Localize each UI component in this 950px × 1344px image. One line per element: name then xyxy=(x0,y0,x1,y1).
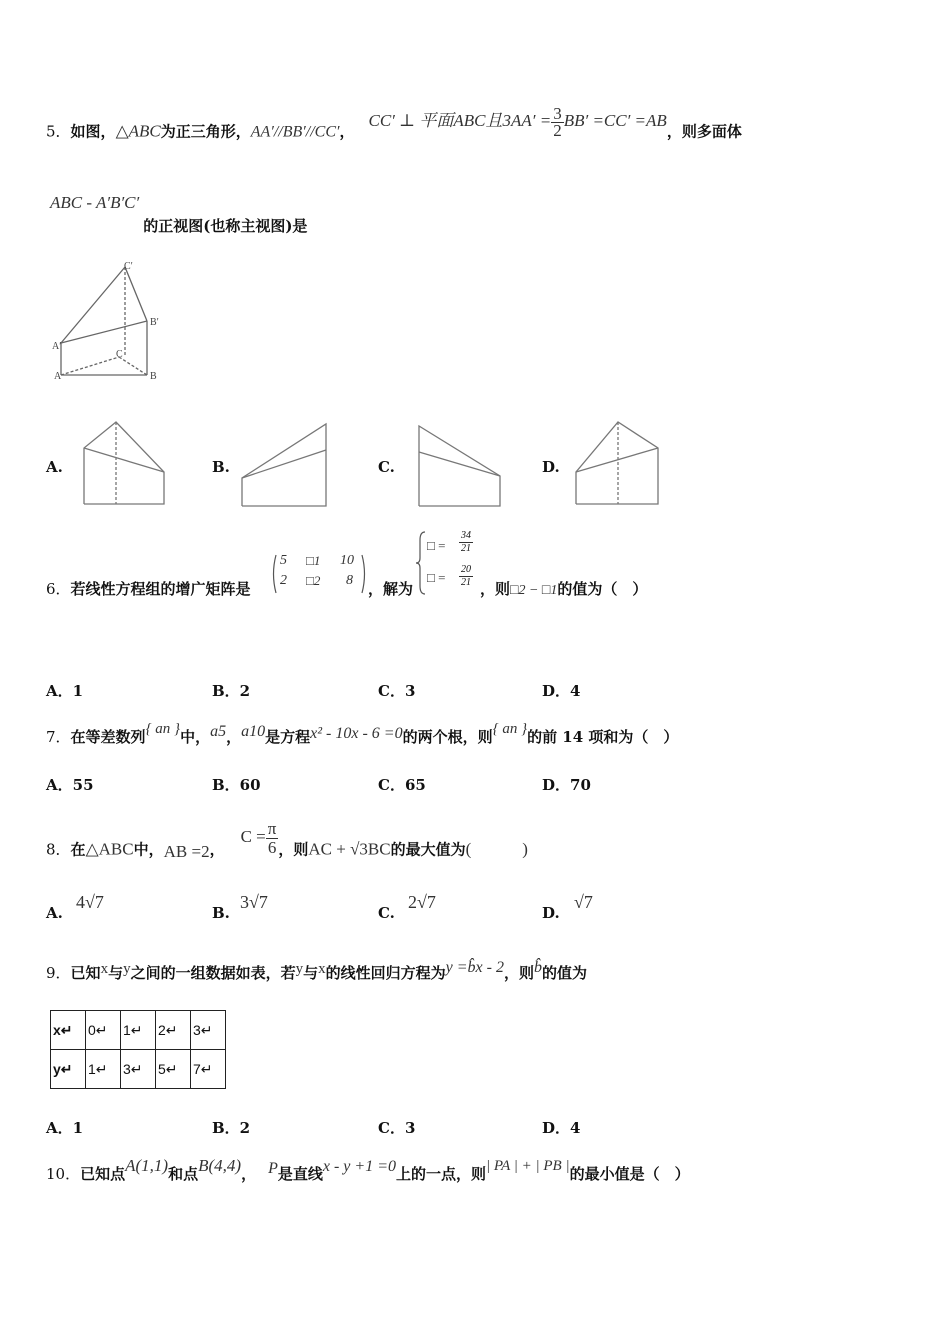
q7-number: 7． xyxy=(46,728,71,746)
q10-math-point-a: A(1,1) xyxy=(125,1156,169,1175)
q8-option-a-value: 4√7 xyxy=(76,892,104,912)
q5-label-a: A xyxy=(54,371,62,382)
q6-option-a: A．1 xyxy=(46,682,84,700)
q7-line: 7．在等差数列{ an }中，a5，a10是方程x² - 10x - 6 =0的两个根，则{ an }的前 14 项和为（ ） xyxy=(46,721,679,746)
q9-option-c: C．3 xyxy=(378,1119,416,1137)
q6-line: 6．若线性方程组的增广矩阵是 xyxy=(46,580,251,598)
q6-math-difference: □2 − □1 xyxy=(510,583,558,598)
q8-number: 8． xyxy=(46,840,71,859)
q5-label-b: B xyxy=(150,371,157,382)
q9-math-bhat: b̂ xyxy=(533,959,542,976)
q9-option-d: D．4 xyxy=(542,1119,581,1137)
q8-math-triangle: △ABC xyxy=(85,839,134,859)
q6-matrix-cell: 10 xyxy=(340,553,354,568)
q5-label-a-prime: A′ xyxy=(52,341,62,352)
q6-solution-system: □ = $\frac{34}{21}$ □ = $\frac{20}{21}$ xyxy=(415,530,485,596)
q5-number: 5． xyxy=(46,122,71,141)
q9-data-table xyxy=(50,1010,226,1089)
q6-matrix-cell: □2 xyxy=(306,573,321,588)
q8-option-d-label: D. xyxy=(542,904,560,922)
q6-option-b: B．2 xyxy=(212,682,251,700)
q5-math-condition: CC′ ⊥ 平面ABC且3AA′ = $\frac{3}{2}$ BB′ =CC′ =AB xyxy=(368,104,667,140)
q5-math-polyhedron: ABC - A′B′C′ xyxy=(50,193,140,212)
q5-option-c-figure xyxy=(416,422,506,512)
q5-line1: 5．如图，△ABC为正三角形，AA′//BB′//CC′，CC′ ⊥ 平面ABC且3AA′ = $\frac{3}{2}$ BB′ =CC′ =AB，则多面体 xyxy=(46,104,742,141)
q8-math-expression: AC + √3BC xyxy=(308,839,391,859)
q5-option-a-label: A. xyxy=(46,458,63,476)
q6-matrix-cell: 5 xyxy=(280,553,287,568)
q7-math-equation: x² - 10x - 6 =0 xyxy=(310,725,403,742)
q5-option-d-figure xyxy=(572,418,662,508)
q9-number: 9． xyxy=(46,964,71,982)
q10-math-point-p: P xyxy=(268,1160,278,1177)
q5-polyhedron-figure xyxy=(44,255,174,385)
q10-line: 10．已知点A(1,1)和点B(4,4)， P是直线x - y +1 =0上的一点，则| PA | + | PB |的最小值是（ ） xyxy=(46,1156,690,1183)
q6-matrix-cell: 8 xyxy=(346,573,353,588)
q10-math-sum: | PA | + | PB | xyxy=(486,1158,570,1174)
q5-math-triangle: △ABC xyxy=(115,121,161,141)
q7-math-sequence: { an } xyxy=(145,721,181,737)
q7-math-sequence-2: { an } xyxy=(492,721,528,737)
q6-matrix-cell: □1 xyxy=(306,553,321,568)
q5-option-d-label: D. xyxy=(542,458,560,476)
table-row: y↵ 1↵ 3↵ 5↵ 7↵ xyxy=(51,1050,226,1089)
q5-line2: ABC - A′B′C′的正视图(也称主视图)是 xyxy=(50,193,308,235)
q5-option-c-label: C. xyxy=(378,458,395,476)
q5-label-c: C xyxy=(116,349,123,360)
q8-option-c-value: 2√7 xyxy=(408,892,436,912)
q5-option-b-figure xyxy=(240,420,330,510)
q5-option-a-figure xyxy=(80,418,170,508)
q6-text-solution: ，解为 xyxy=(368,580,414,598)
q10-math-point-b: B(4,4) xyxy=(198,1156,242,1175)
q10-number: 10． xyxy=(46,1165,81,1183)
q5-math-parallel: AA′//BB′//CC′ xyxy=(250,123,340,141)
q8-math-ab: AB =2 xyxy=(163,842,210,862)
q8-option-b-label: B. xyxy=(212,904,230,922)
table-row: x↵ 0↵ 1↵ 2↵ 3↵ xyxy=(51,1011,226,1050)
q10-math-line: x - y +1 =0 xyxy=(322,1158,396,1175)
q9-math-regression: y =b̂x - 2 xyxy=(445,959,504,976)
q8-math-angle: C = $\frac{\pi}{6}$ xyxy=(240,819,277,857)
q8-option-c-label: C. xyxy=(378,904,395,922)
q6-line-end: ，则□2 − □1的值为（ ） xyxy=(480,580,648,598)
q6-option-d: D．4 xyxy=(542,682,581,700)
q5-label-b-prime: B′ xyxy=(150,317,159,328)
q7-option-d: D．70 xyxy=(542,776,591,794)
q7-math-a10: a10 xyxy=(241,723,266,740)
q7-option-b: B．60 xyxy=(212,776,261,794)
q8-line: 8．在△ABC中，AB =2，C = $\frac{\pi}{6}$ ，则AC + √3BC的最大值为( ) xyxy=(46,819,528,862)
q6-matrix-cell: 2 xyxy=(280,573,287,588)
q6-option-c: C．3 xyxy=(378,682,416,700)
q5-option-b-label: B. xyxy=(212,458,230,476)
q7-option-a: A．55 xyxy=(46,776,94,794)
q8-option-d-value: √7 xyxy=(574,892,593,912)
q9-option-a: A．1 xyxy=(46,1119,84,1137)
q7-math-a5: a5 xyxy=(210,723,227,740)
q6-augmented-matrix xyxy=(270,553,368,595)
q8-option-b-value: 3√7 xyxy=(240,892,268,912)
q9-option-b: B．2 xyxy=(212,1119,251,1137)
q9-line: 9．已知x与y之间的一组数据如表，若y与x的线性回归方程为y =b̂x - 2，则b̂的值为 xyxy=(46,959,587,982)
q5-label-c-prime: C′ xyxy=(124,261,133,272)
q6-number: 6． xyxy=(46,580,71,598)
q8-option-a-label: A. xyxy=(46,904,63,922)
q7-option-c: C．65 xyxy=(378,776,426,794)
